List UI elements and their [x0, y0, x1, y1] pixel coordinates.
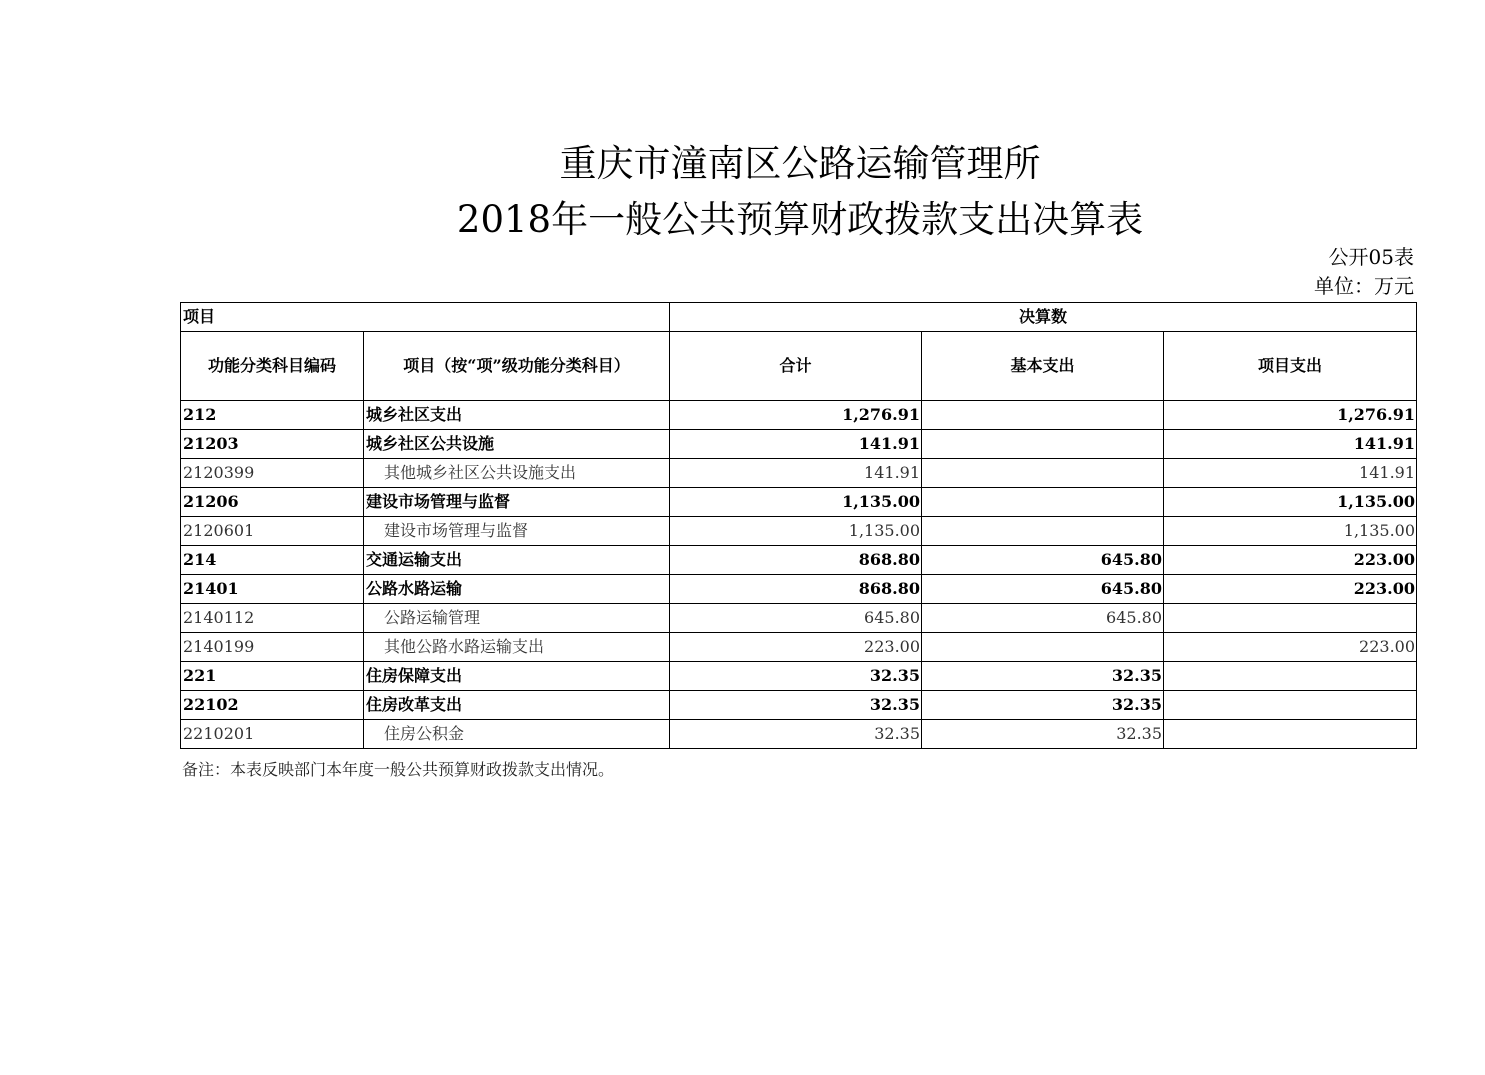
row-basic: 32.35	[922, 691, 1164, 720]
row-total: 1,276.91	[670, 401, 922, 430]
form-number: 公开05表	[1328, 245, 1414, 269]
row-project: 223.00	[1164, 546, 1417, 575]
row-code: 2140112	[181, 604, 364, 633]
row-total: 32.35	[670, 662, 922, 691]
row-name: 交通运输支出	[364, 546, 670, 575]
row-total: 1,135.00	[670, 517, 922, 546]
row-name: 公路水路运输	[364, 575, 670, 604]
row-total: 645.80	[670, 604, 922, 633]
row-code: 2140199	[181, 633, 364, 662]
row-total: 32.35	[670, 720, 922, 749]
report-title-line1: 重庆市潼南区公路运输管理所	[559, 142, 1041, 185]
row-basic: 645.80	[922, 546, 1164, 575]
row-code: 212	[181, 401, 364, 430]
row-total: 1,135.00	[670, 488, 922, 517]
row-basic	[922, 459, 1164, 488]
table-header-row-1	[181, 303, 1417, 332]
table-row	[181, 401, 1417, 430]
row-code: 2210201	[181, 720, 364, 749]
table-row	[181, 633, 1417, 662]
header-project: 项目支出	[1164, 332, 1417, 401]
table-row	[181, 604, 1417, 633]
row-total: 223.00	[670, 633, 922, 662]
header-basic: 基本支出	[922, 332, 1164, 401]
row-code: 2120399	[181, 459, 364, 488]
row-code: 22102	[181, 691, 364, 720]
row-project: 223.00	[1164, 575, 1417, 604]
header-code: 功能分类科目编码	[181, 332, 364, 401]
row-code: 2120601	[181, 517, 364, 546]
row-project: 141.91	[1164, 430, 1417, 459]
row-basic	[922, 517, 1164, 546]
row-total: 141.91	[670, 459, 922, 488]
row-project	[1164, 720, 1417, 749]
budget-table	[180, 302, 1417, 749]
row-name: 城乡社区支出	[364, 401, 670, 430]
row-project	[1164, 662, 1417, 691]
row-code: 221	[181, 662, 364, 691]
row-code: 21401	[181, 575, 364, 604]
row-basic: 32.35	[922, 662, 1164, 691]
row-name: 建设市场管理与监督	[364, 488, 670, 517]
row-project: 1,135.00	[1164, 517, 1417, 546]
row-code: 21203	[181, 430, 364, 459]
row-basic: 645.80	[922, 575, 1164, 604]
table-header-row-2	[181, 332, 1417, 401]
row-name: 城乡社区公共设施	[364, 430, 670, 459]
row-basic: 32.35	[922, 720, 1164, 749]
table-row	[181, 517, 1417, 546]
table-row	[181, 430, 1417, 459]
table-row	[181, 575, 1417, 604]
table-row	[181, 546, 1417, 575]
row-name: 其他公路水路运输支出	[364, 633, 670, 662]
header-amount: 决算数	[670, 303, 1417, 332]
unit-label: 单位：万元	[1314, 274, 1414, 298]
row-project: 223.00	[1164, 633, 1417, 662]
table-row	[181, 488, 1417, 517]
row-total: 32.35	[670, 691, 922, 720]
header-item: 项目	[181, 303, 670, 332]
table-row	[181, 662, 1417, 691]
row-project: 1,276.91	[1164, 401, 1417, 430]
row-project	[1164, 691, 1417, 720]
row-total: 868.80	[670, 546, 922, 575]
row-name: 住房保障支出	[364, 662, 670, 691]
row-basic	[922, 633, 1164, 662]
row-name: 住房公积金	[364, 720, 670, 749]
footnote: 备注：本表反映部门本年度一般公共预算财政拨款支出情况。	[182, 760, 615, 779]
row-name: 建设市场管理与监督	[364, 517, 670, 546]
row-name: 住房改革支出	[364, 691, 670, 720]
header-total: 合计	[670, 332, 922, 401]
row-basic	[922, 488, 1164, 517]
row-project: 1,135.00	[1164, 488, 1417, 517]
table-row	[181, 691, 1417, 720]
report-title-line2: 2018年一般公共预算财政拨款支出决算表	[456, 198, 1144, 241]
row-project	[1164, 604, 1417, 633]
row-project: 141.91	[1164, 459, 1417, 488]
header-name: 项目（按“项”级功能分类科目）	[364, 332, 670, 401]
row-name: 其他城乡社区公共设施支出	[364, 459, 670, 488]
row-total: 141.91	[670, 430, 922, 459]
row-basic	[922, 401, 1164, 430]
table-row	[181, 459, 1417, 488]
row-basic: 645.80	[922, 604, 1164, 633]
row-name: 公路运输管理	[364, 604, 670, 633]
row-basic	[922, 430, 1164, 459]
table-row	[181, 720, 1417, 749]
row-total: 868.80	[670, 575, 922, 604]
row-code: 214	[181, 546, 364, 575]
row-code: 21206	[181, 488, 364, 517]
